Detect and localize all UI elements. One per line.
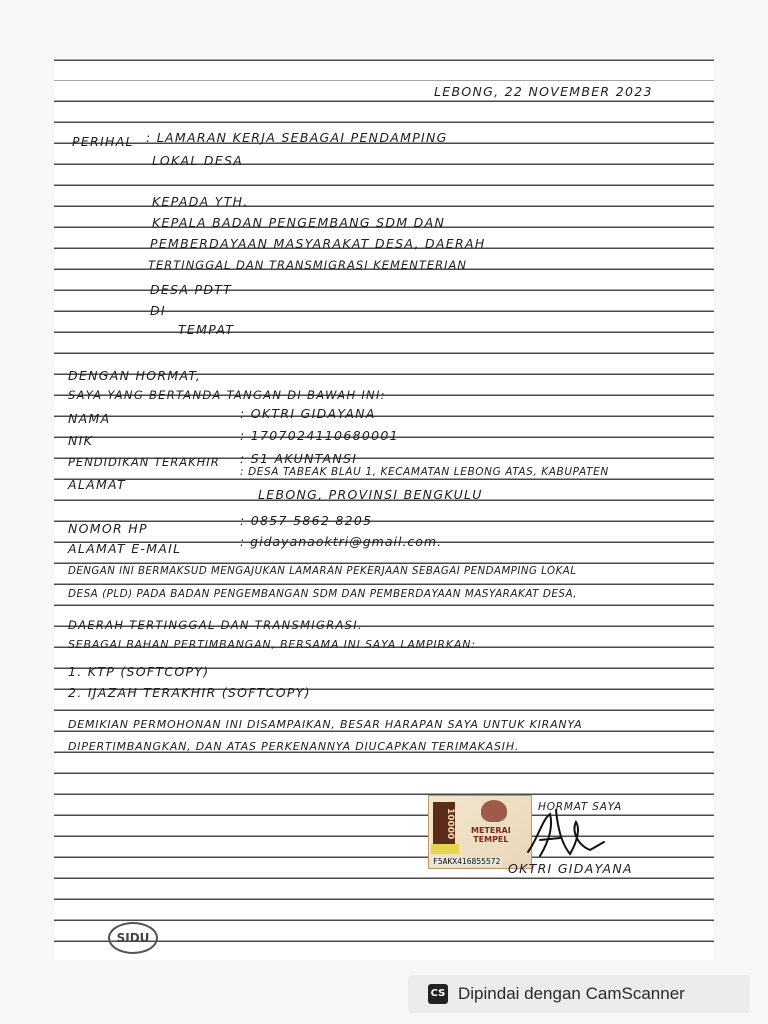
stamp-hologram	[431, 844, 459, 854]
email-value: : gidayanaoktri@gmail.com.	[240, 534, 443, 549]
letter-date: LEBONG, 22 NOVEMBER 2023	[434, 84, 653, 99]
recipient-line-6: DI	[150, 303, 166, 318]
pendidikan-label: PENDIDIKAN TERAKHIR	[68, 455, 220, 469]
perihal-line-1: : LAMARAN KERJA SEBAGAI PENDAMPING	[146, 130, 448, 145]
email-label: ALAMAT E-MAIL	[68, 541, 182, 556]
alamat-label: ALAMAT	[68, 477, 126, 492]
garuda-emblem-icon	[481, 800, 507, 822]
body-line-3: DAERAH TERTINGGAL DAN TRANSMIGRASI.	[68, 618, 363, 632]
camscanner-icon: CS	[428, 984, 448, 1004]
nama-label: NAMA	[68, 411, 111, 426]
stamp-label-2: TEMPEL	[473, 835, 509, 844]
perihal-label: PERIHAL	[72, 134, 134, 149]
signature	[520, 800, 610, 870]
hp-value: : 0857 5862 8205	[240, 513, 373, 528]
perihal-line-2: LOKAL DESA	[152, 153, 244, 168]
closing-line-1: DEMIKIAN PERMOHONAN INI DISAMPAIKAN, BESAR HARAPAN SAYA UNTUK KIRANYA	[68, 718, 583, 731]
alamat-value-2: LEBONG, PROVINSI BENGKULU	[258, 487, 483, 502]
stamp-label	[471, 826, 511, 844]
salutation: DENGAN HORMAT,	[68, 368, 202, 383]
camscanner-watermark	[408, 975, 750, 1013]
stamp-serial: F5AKX416855572	[433, 857, 501, 866]
recipient-line-2: KEPALA BADAN PENGEMBANG SDM DAN	[152, 215, 446, 230]
pendidikan-value: : S1 AKUNTANSI	[240, 451, 358, 466]
recipient-line-4: TERTINGGAL DAN TRANSMIGRASI KEMENTERIAN	[148, 258, 467, 272]
camscanner-text: Dipindai dengan CamScanner	[458, 984, 685, 1003]
signer-name: OKTRI GIDAYANA	[508, 861, 633, 876]
body-line-2: DESA (PLD) PADA BADAN PENGEMBANGAN SDM DAN PEMBERDAYAAN MASYARAKAT DESA,	[68, 588, 578, 600]
paper-brand-logo: SIDU	[108, 922, 158, 954]
closing-line-2: DIPERTIMBANGKAN, DAN ATAS PERKENANNYA DIUCAPKAN TERIMAKASIH.	[68, 740, 520, 753]
hp-label: NOMOR HP	[68, 521, 148, 536]
recipient-line-5: DESA PDTT	[150, 282, 233, 297]
nik-value: : 1707024110680001	[240, 428, 399, 443]
recipient-line-7: TEMPAT	[178, 322, 235, 337]
nama-value: : OKTRI GIDAYANA	[240, 406, 376, 421]
intro-line: SAYA YANG BERTANDA TANGAN DI BAWAH INI:	[68, 388, 386, 402]
alamat-value-1: : DESA TABEAK BLAU 1, KECAMATAN LEBONG ATAS, KABUPATEN	[240, 466, 609, 478]
recipient-line-3: PEMBERDAYAAN MASYARAKAT DESA, DAERAH	[150, 236, 486, 251]
body-line-1: DENGAN INI BERMAKSUD MENGAJUKAN LAMARAN PEKERJAAN SEBAGAI PENDAMPING LOKAL	[68, 566, 577, 577]
stamp-value: 10000	[433, 802, 455, 846]
attachment-2: 2. IJAZAH TERAKHIR (SOFTCOPY)	[68, 685, 311, 700]
nik-label: NIK	[68, 433, 94, 448]
body-line-4: SEBAGAI BAHAN PERTIMBANGAN, BERSAMA INI SAYA LAMPIRKAN:	[68, 638, 476, 651]
recipient-line-1: KEPADA YTH.	[152, 194, 249, 209]
stamp-label-1: METERAI	[471, 826, 511, 835]
attachment-1: 1. KTP (SOFTCOPY)	[68, 664, 210, 679]
hormat-saya: HORMAT SAYA	[538, 801, 623, 813]
meterai-stamp	[428, 795, 532, 869]
